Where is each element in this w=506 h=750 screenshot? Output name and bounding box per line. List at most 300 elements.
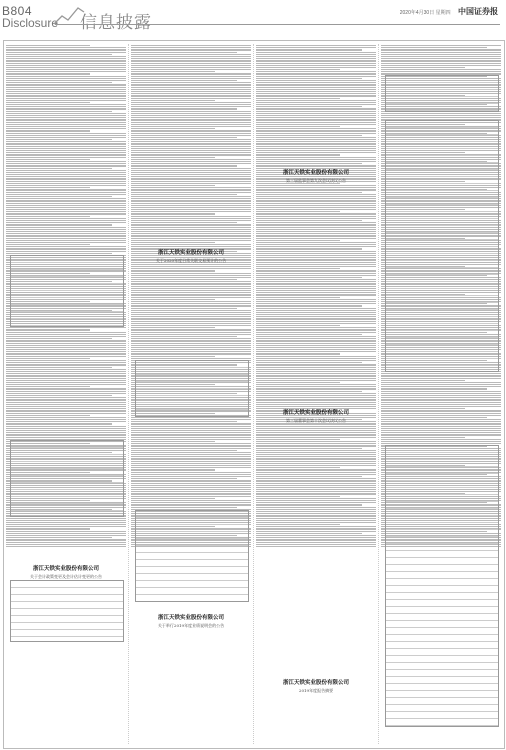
text-line — [131, 450, 237, 451]
table-row — [136, 560, 248, 567]
text-line — [256, 133, 376, 134]
text-line — [6, 56, 126, 57]
text-line — [6, 65, 126, 66]
text-line — [256, 465, 376, 466]
text-line — [256, 165, 376, 166]
table-row — [136, 403, 248, 410]
text-line — [131, 318, 251, 319]
text-line — [256, 52, 376, 53]
text-line — [6, 329, 90, 330]
text-line — [131, 441, 215, 442]
text-line — [6, 119, 126, 120]
page-number: B804 — [2, 4, 33, 18]
text-line — [6, 533, 126, 534]
text-line — [256, 430, 376, 431]
table-row — [386, 163, 498, 170]
text-line — [6, 388, 126, 389]
text-line — [131, 87, 251, 88]
text-line — [256, 95, 376, 96]
text-line — [256, 115, 376, 116]
text-line — [256, 478, 376, 479]
text-line — [6, 393, 126, 394]
table-row — [386, 712, 498, 719]
text-line — [6, 67, 126, 68]
text-line — [131, 113, 251, 114]
table-row — [136, 368, 248, 375]
text-line — [6, 176, 126, 177]
text-line — [256, 49, 362, 50]
text-line — [6, 391, 126, 392]
text-line — [131, 63, 251, 64]
text-line — [6, 207, 126, 208]
text-line — [6, 246, 126, 247]
text-line — [256, 111, 376, 112]
text-line — [6, 47, 126, 48]
text-line — [6, 181, 126, 182]
text-line — [6, 178, 126, 179]
text-line — [131, 224, 251, 225]
text-line — [381, 380, 465, 381]
text-line — [256, 522, 376, 523]
text-line — [6, 397, 126, 398]
text-line — [131, 358, 251, 359]
text-line — [131, 220, 251, 221]
text-line — [131, 240, 251, 241]
text-line — [6, 526, 126, 527]
text-line — [131, 122, 251, 123]
text-line — [131, 283, 251, 284]
text-line — [131, 458, 251, 459]
text-line — [6, 248, 126, 249]
text-line — [256, 395, 376, 396]
text-line — [6, 367, 112, 368]
text-line — [256, 91, 376, 92]
text-line — [131, 437, 251, 438]
text-line — [381, 399, 501, 400]
text-line — [6, 152, 126, 153]
text-line — [131, 65, 251, 66]
table-row — [386, 614, 498, 621]
table-row — [11, 462, 123, 469]
text-line — [256, 87, 376, 88]
text-line — [256, 373, 376, 374]
text-line — [6, 528, 90, 529]
text-line — [256, 80, 376, 81]
text-line — [256, 113, 376, 114]
text-line — [6, 251, 126, 252]
text-line — [131, 181, 251, 182]
text-line — [6, 78, 126, 79]
text-line — [256, 192, 362, 193]
table-row — [386, 261, 498, 268]
text-line — [131, 294, 251, 295]
text-line — [131, 98, 251, 99]
text-line — [256, 198, 376, 199]
text-line — [131, 71, 215, 72]
text-line — [256, 185, 376, 186]
text-line — [6, 185, 126, 186]
text-line — [381, 378, 501, 379]
text-line — [6, 426, 126, 427]
column-3 — [256, 44, 376, 744]
table-row — [386, 677, 498, 684]
text-line — [256, 448, 362, 449]
text-line — [256, 507, 376, 508]
text-line — [381, 69, 501, 70]
text-line — [6, 163, 126, 164]
text-line — [6, 524, 126, 525]
headline-title: 浙江天铁实业股份有限公司 — [32, 566, 99, 572]
text-line — [256, 65, 376, 66]
text-line — [6, 242, 126, 243]
text-line — [256, 426, 376, 427]
text-line — [131, 290, 251, 291]
text-line — [256, 308, 376, 309]
text-line — [131, 128, 215, 129]
text-line — [256, 78, 362, 79]
text-line — [131, 507, 237, 508]
text-line — [6, 87, 126, 88]
text-line — [256, 489, 376, 490]
text-line — [256, 255, 376, 256]
table-row — [136, 581, 248, 588]
text-line — [131, 292, 251, 293]
text-line — [381, 437, 465, 438]
text-line — [131, 417, 251, 418]
text-line — [256, 474, 376, 475]
table-row — [386, 642, 498, 649]
text-line — [381, 65, 501, 66]
text-line — [256, 257, 376, 258]
text-line — [256, 222, 376, 223]
text-line — [256, 54, 376, 55]
text-line — [131, 426, 251, 427]
text-line — [131, 474, 251, 475]
table-row — [386, 352, 498, 359]
text-line — [131, 157, 215, 158]
text-line — [256, 235, 376, 236]
text-line — [6, 229, 126, 230]
text-line — [131, 452, 251, 453]
text-line — [256, 251, 376, 252]
text-line — [256, 360, 376, 361]
text-line — [131, 270, 215, 271]
text-line — [256, 504, 362, 505]
text-line — [256, 93, 376, 94]
table-row — [11, 476, 123, 483]
text-line — [256, 399, 376, 400]
text-line — [256, 458, 376, 459]
table-row — [11, 448, 123, 455]
table-row — [386, 359, 498, 366]
text-line — [256, 441, 376, 442]
table-row — [386, 488, 498, 495]
table-row — [11, 616, 123, 623]
table-row — [386, 705, 498, 712]
text-line — [256, 108, 376, 109]
table-row — [136, 532, 248, 539]
text-line — [131, 288, 251, 289]
headline-block-2 — [135, 250, 247, 263]
text-line — [6, 327, 126, 328]
text-line — [131, 60, 251, 61]
table-row — [136, 567, 248, 574]
text-line — [6, 353, 126, 354]
text-line — [6, 413, 126, 414]
table-row — [386, 509, 498, 516]
issue-date: 2020年4月30日 星期四 — [399, 10, 451, 16]
text-line — [256, 104, 376, 105]
table-row — [386, 289, 498, 296]
text-line — [6, 135, 126, 136]
text-line — [131, 286, 251, 287]
table-row — [386, 97, 498, 104]
text-line — [256, 279, 376, 280]
text-line — [131, 146, 251, 147]
text-line — [131, 483, 251, 484]
text-line — [6, 542, 126, 543]
text-line — [6, 148, 126, 149]
text-line — [6, 211, 126, 212]
text-line — [381, 439, 501, 440]
text-line — [131, 504, 251, 505]
table-row — [386, 128, 498, 135]
text-line — [256, 275, 376, 276]
text-line — [381, 426, 501, 427]
text-line — [6, 154, 126, 155]
text-line — [381, 384, 501, 385]
text-line — [131, 178, 251, 179]
text-line — [131, 93, 251, 94]
text-line — [256, 277, 362, 278]
text-line — [381, 395, 501, 396]
text-line — [6, 108, 126, 109]
text-line — [131, 347, 251, 348]
table-row — [136, 588, 248, 595]
text-line — [256, 305, 362, 306]
text-line — [256, 281, 376, 282]
text-line — [131, 297, 251, 298]
text-line — [256, 259, 376, 260]
text-line — [6, 89, 126, 90]
table-row — [11, 588, 123, 595]
text-line — [256, 423, 376, 424]
text-line — [256, 240, 340, 241]
text-line — [381, 49, 501, 50]
headline-block-1 — [10, 566, 122, 579]
text-line — [256, 539, 376, 540]
headline-title: 浙江天铁实业股份有限公司 — [157, 250, 224, 256]
table-row — [386, 530, 498, 537]
table-row — [386, 460, 498, 467]
text-line — [6, 58, 126, 59]
headline-subtitle: 2019年度报告摘要 — [298, 687, 334, 693]
text-line — [131, 233, 251, 234]
text-line — [6, 189, 126, 190]
text-line — [381, 56, 501, 57]
text-line — [6, 224, 112, 225]
text-line — [131, 496, 251, 497]
table-row — [386, 698, 498, 705]
text-line — [256, 456, 376, 457]
text-line — [131, 133, 251, 134]
text-line — [6, 170, 126, 171]
table-row — [386, 303, 498, 310]
text-line — [256, 518, 376, 519]
table-row — [11, 277, 123, 284]
text-line — [6, 203, 126, 204]
text-line — [131, 264, 251, 265]
text-line — [381, 419, 501, 420]
text-line — [256, 432, 376, 433]
headline-block-3 — [135, 615, 247, 628]
table-row — [136, 389, 248, 396]
text-line — [6, 378, 126, 379]
text-line — [131, 143, 251, 144]
headline-subtitle: 第三届监事会第九次会议决议公告 — [286, 177, 346, 183]
text-line — [131, 183, 251, 184]
text-line — [256, 266, 376, 267]
text-line — [256, 106, 362, 107]
table-row — [386, 467, 498, 474]
text-line — [256, 244, 376, 245]
table-row — [386, 310, 498, 317]
text-line — [131, 472, 251, 473]
text-line — [6, 200, 126, 201]
table-row — [386, 254, 498, 261]
text-line — [131, 301, 251, 302]
table-row — [386, 684, 498, 691]
text-line — [131, 465, 251, 466]
text-line — [131, 308, 237, 309]
table-row — [386, 212, 498, 219]
table-row — [386, 572, 498, 579]
text-line — [131, 227, 251, 228]
text-line — [256, 351, 376, 352]
text-line — [256, 480, 376, 481]
text-line — [6, 535, 126, 536]
table-7 — [385, 120, 499, 372]
text-line — [6, 421, 126, 422]
text-line — [256, 189, 376, 190]
text-line — [131, 154, 251, 155]
text-line — [381, 113, 501, 114]
text-line — [256, 60, 376, 61]
text-line — [256, 89, 376, 90]
table-row — [386, 481, 498, 488]
text-line — [6, 84, 126, 85]
text-line — [6, 98, 126, 99]
text-line — [256, 349, 376, 350]
text-line — [6, 428, 126, 429]
text-line — [256, 207, 376, 208]
text-line — [256, 187, 376, 188]
text-line — [256, 500, 376, 501]
table-row — [386, 628, 498, 635]
text-line — [256, 100, 376, 101]
text-line — [256, 336, 376, 337]
text-line — [6, 113, 126, 114]
headline-subtitle: 关于2020年度日常关联交易预计的公告 — [155, 257, 227, 263]
text-line — [131, 165, 237, 166]
text-line — [6, 172, 126, 173]
table-row — [386, 275, 498, 282]
text-line — [131, 334, 251, 335]
text-line — [256, 334, 362, 335]
text-line — [6, 220, 126, 221]
table-row — [386, 76, 498, 83]
text-line — [381, 441, 501, 442]
text-line — [6, 222, 126, 223]
text-line — [256, 452, 376, 453]
table-row — [386, 537, 498, 544]
text-line — [6, 402, 126, 403]
section-en: Disclosure — [2, 16, 59, 30]
text-line — [131, 168, 251, 169]
text-line — [131, 329, 251, 330]
text-line — [381, 54, 501, 55]
text-line — [6, 244, 90, 245]
text-line — [256, 312, 376, 313]
text-line — [6, 404, 126, 405]
table-row — [386, 579, 498, 586]
text-line — [256, 546, 376, 547]
table-row — [386, 607, 498, 614]
text-line — [131, 100, 215, 101]
table-row — [11, 284, 123, 291]
table-row — [11, 441, 123, 448]
text-line — [6, 196, 112, 197]
text-line — [6, 520, 126, 521]
text-line — [256, 327, 376, 328]
text-line — [131, 268, 251, 269]
text-line — [6, 371, 126, 372]
text-line — [381, 421, 501, 422]
table-row — [386, 296, 498, 303]
table-row — [386, 317, 498, 324]
table-row — [386, 565, 498, 572]
table-row — [386, 191, 498, 198]
text-line — [256, 117, 376, 118]
section-title: 信息披露 — [80, 13, 152, 33]
text-line — [256, 467, 340, 468]
text-line — [6, 174, 126, 175]
text-line — [131, 141, 251, 142]
table-row — [386, 90, 498, 97]
text-line — [256, 194, 376, 195]
text-line — [381, 58, 501, 59]
text-line — [131, 189, 251, 190]
text-line — [256, 216, 376, 217]
text-line — [6, 347, 126, 348]
text-line — [256, 439, 340, 440]
text-line — [131, 161, 251, 162]
text-line — [256, 487, 376, 488]
text-line — [256, 345, 376, 346]
text-line — [131, 349, 251, 350]
text-line — [256, 268, 340, 269]
text-line — [256, 406, 376, 407]
table-row — [11, 602, 123, 609]
text-line — [256, 286, 376, 287]
masthead-rule — [55, 24, 500, 25]
text-line — [131, 176, 251, 177]
text-line — [6, 63, 126, 64]
text-line — [256, 515, 376, 516]
text-line — [6, 240, 126, 241]
text-line — [256, 524, 340, 525]
text-line — [256, 356, 376, 357]
